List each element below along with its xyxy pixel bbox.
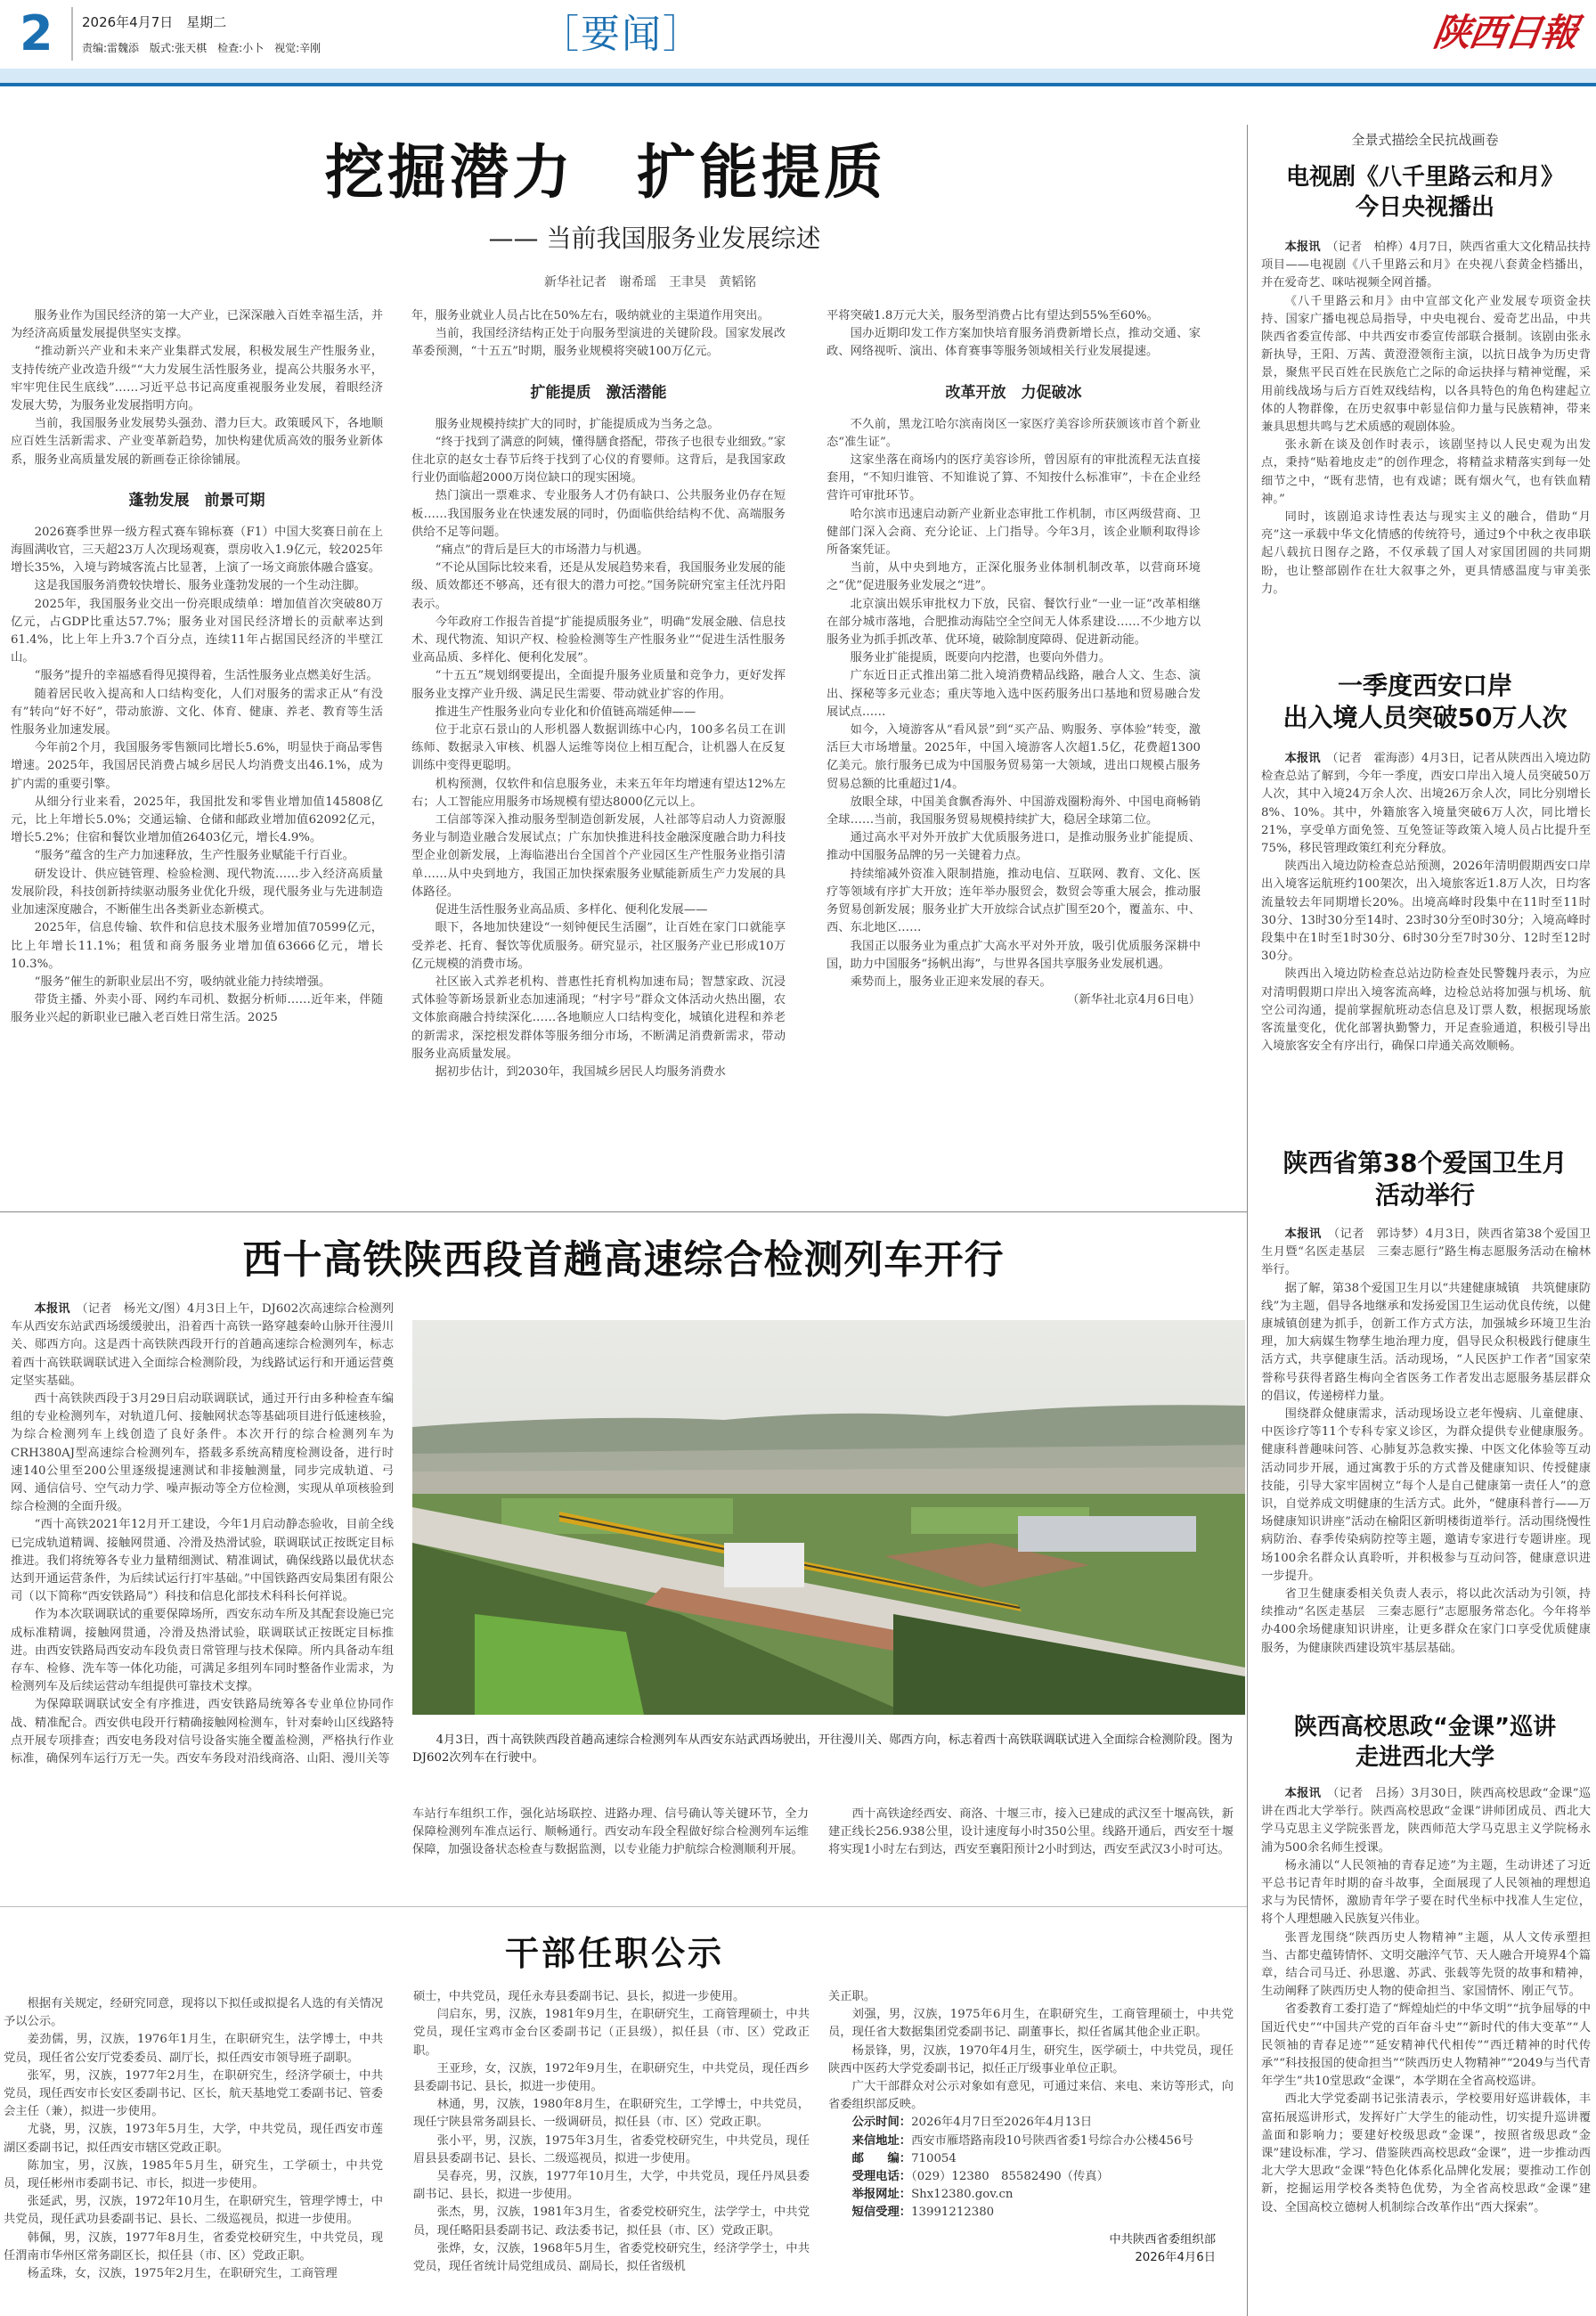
contact-line xyxy=(828,2150,1234,2168)
paragraph: 从细分行业来看，2025年，我国批发和零售业增加值145808亿元，比上年增长5.0%；交通运输、仓储和邮政业增加值62092亿元，增长5.2%；住宿和餐饮业增加值26403亿元，增长4.9%。 xyxy=(11,795,383,845)
paragraph: 刘强，男，汉族，1975年6月生，在职研究生，工商管理硕士，中共党员，现任省大数据集团党委副书记、副董事长，拟任省属其他企业正职。 xyxy=(828,2008,1234,2040)
paragraph: 当前，我国服务业发展势头强劲、潜力巨大。政策暖风下，各地顺应百姓生活新需求、产业变革新趋势，加快构建优质高效的服务业新体系，服务业高质量发展的新画卷正徐徐铺展。 xyxy=(11,417,383,467)
train-article-column-2 xyxy=(412,1806,809,1860)
reporter-credit: （记者 柏桦） xyxy=(1320,241,1410,254)
paragraph: 通过高水平对外开放扩大优质服务进口，是推动服务业扩能提质、推动中国服务品牌的另一关键着力点。 xyxy=(826,831,1201,863)
main-subhead: —— 当前我国服务业发展综述 xyxy=(488,224,821,253)
dateline-label: 本报讯 xyxy=(1284,752,1321,765)
sidebar-story-2 xyxy=(1261,750,1591,1056)
paragraph: 北京演出娱乐审批权力下放，民宿、餐饮行业“一业一证”改革相继在部分城市落地，合肥推动海陆空全空间无人体系建设……不少地方以服务业为抓手抓改革、优环境，破除制度障碍、促进新动能。 xyxy=(826,597,1201,648)
paragraph: 机构预测，仅软件和信息服务业，未来五年年均增速有望达12%左右；人工智能应用服务市场规模有望达8000亿元以上。 xyxy=(411,777,786,809)
section-rule xyxy=(0,1211,1247,1212)
paragraph: 平将突破1.8万元大关，服务型消费占比有望达到55%至60%。 xyxy=(826,309,1159,322)
headline-line: 今日央视播出 xyxy=(1355,194,1494,221)
contact-line xyxy=(828,2114,1234,2132)
paragraph: 西北大学党委副书记张清表示，学校要用好巡讲载体，丰富拓展巡讲形式，发挥好广大学生的能动性，切实提升巡讲覆盖面和影响力；要建好校级思政“金课”，按照省级思政“金课”建设标准，学习、借鉴陕西高校思政“金课”，进一步推动西北大学大思政“金课”特色化体系化品牌化发展；要推动工作创新，挖掘运用学校各类特色优势，为全省高校思政“金课”建设、全国高校立德树人机制综合改革作出“西大探索”。 xyxy=(1261,2092,1591,2214)
notice-column-1 xyxy=(4,1995,383,2283)
headline-line: 陕西省第38个爱国卫生月 xyxy=(1282,1148,1568,1178)
contact-value: （029）12380 85582490（传真） xyxy=(911,2170,1109,2184)
paragraph: “十五五”规划纲要提出，全面提升服务业质量和竞争力，更好发挥服务业支撑产业升级、满足民生需要、带动就业扩容的作用。 xyxy=(411,669,786,701)
lead-paragraph xyxy=(1261,750,1591,858)
photo-caption: 4月3日，西十高铁陕西段首趟高速综合检测列车从西安东站武西场驶出，开往漫川关、郧西方向，标志着西十高铁联调联试进入全面综合检测阶段。图为DJ602次列车在行驶中。 xyxy=(412,1733,1234,1765)
lead-text: 4月3日上午，DJ602次高速综合检测列车从西安东站武西场缓缓驶出，沿着西十高铁一路穿越秦岭山脉开往漫川关、郧西方向。这是西十高铁陕西段开行的首趟高速综合检测列车，标志着西十高铁联调联试进入全面综合检测阶段，为线路试运行和开通运营奠定坚实基础。 xyxy=(11,1302,394,1388)
contact-label: 公示时间： xyxy=(851,2116,912,2130)
main-headline: 挖掘潜力 扩能提质 xyxy=(325,138,886,207)
signoff-organization: 中共陕西省委组织部 xyxy=(1109,2232,1216,2247)
contact-label: 来信地址： xyxy=(851,2133,912,2148)
dateline-label: 本报讯 xyxy=(1284,241,1321,254)
section-tag: ［要闻］ xyxy=(540,12,704,57)
contact-value: 13991212380 xyxy=(911,2206,995,2220)
headline-line: 电视剧《八千里路云和月》 xyxy=(1285,164,1564,191)
headline-line: 陕西高校思政“金课”巡讲 xyxy=(1293,1714,1557,1741)
paragraph: 广大干部群众对公示对象如有意见，可通过来信、来电、来访等形式，向省委组织部反映。 xyxy=(828,2080,1234,2112)
sidebar-headline-4 xyxy=(1259,1712,1591,1773)
sidebar-story-4 xyxy=(1261,1785,1591,2217)
paragraph: 张烨，女，汉族，1968年5月生，省委党校研究生，经济学学士，中共党员，现任省统计局党组成员、副局长，拟任省级机 xyxy=(413,2241,810,2274)
sidebar-story-3 xyxy=(1261,1226,1591,1658)
dateline-label: 本报讯 xyxy=(34,1302,70,1316)
paragraph: “服务”蕴含的生产力加速释放，生产性服务业赋能千行百业。 xyxy=(34,849,354,863)
paragraph: 据初步估计，到2030年，我国城乡居民人均服务消费水 xyxy=(435,1064,726,1079)
paragraph: 同时，该剧追求诗性表达与现实主义的融合，借助“月亮”这一承载中华文化情感的传统符号，通过9个中秋之夜串联起八载抗日图存之路，不仅承载了国人对家国团圆的共同期盼，也让整部剧作在壮大叙事之外，更具情感温度与审美张力。 xyxy=(1261,510,1591,596)
paragraph: 服务业扩能提质，既要向内挖潜，也要向外借力。 xyxy=(850,651,1112,665)
paragraph: 杨孟珠，女，汉族，1975年2月生，在职研究生，工商管理 xyxy=(27,2267,338,2281)
paragraph: 眼下，各地加快建设“一刻钟便民生活圈”，让百姓在家门口就能享受养老、托育、餐饮等优质服务。研究显示，社区服务产业已形成10万亿元规模的消费市场。 xyxy=(411,921,786,971)
paragraph: 社区嵌入式养老机构、普惠性托育机构加速布局；智慧家政、沉浸式体验等新场景新业态加速涌现；“村字号”群众文体活动火热出圈，农文体旅商融合持续深化……各地顺应人口结构变化，城镇化进程和养老的新需求，深挖根发群体等服务细分市场，不断满足消费新需求，带动服务业高质量发展。 xyxy=(411,975,786,1061)
paragraph: 车站行车组织工作，强化站场联控、进路办理、信号确认等关键环节，全力保障检测列车准点运行、顺畅通行。西安动车段全程做好综合检测列车运维保障，加强设备状态检查与数据监测，以专业能力护航综合检测顺利开展。 xyxy=(412,1807,809,1857)
subheading: 改革开放 力促破冰 xyxy=(945,383,1082,402)
paragraph: 西十高铁陕西段于3月29日启动联调联试，通过开行由多种检查车编组的专业检测列车，对轨道几何、接触网状态等基础项目进行低速核验，为综合检测列车上线创造了良好条件。本次开行的综合检测列车为CRH380AJ型高速综合检测列车，搭载多系统高精度检测设备，进行时速140公里至200公里逐级提速测试和非接触测量，同步完成轨道、弓网、通信信号、空气动力学、噪声振动等全方位检测，实现从单项核验到综合检测的全面升级。 xyxy=(11,1392,394,1514)
paragraph: 不久前，黑龙江哈尔滨南岗区一家医疗美容诊所获颁该市首个新业态“准生证”。 xyxy=(826,417,1201,449)
contact-label: 短信受理： xyxy=(851,2206,912,2220)
paragraph: 杨景锋，男，汉族，1970年4月生，研究生，医学硕士，中共党员，现任陕西中医药大学党委副书记，拟任正厅级事业单位正职。 xyxy=(828,2043,1234,2075)
section-rule xyxy=(0,1906,1247,1907)
paragraph: 今年政府工作报告首提“扩能提质服务业”，明确“发展金融、信息技术、现代物流、知识产权、检验检测等生产性服务业”“促进生活性服务业高品质、多样化、便利化发展”。 xyxy=(411,615,786,665)
train-headline: 西十高铁陕西段首趟高速综合检测列车开行 xyxy=(242,1237,1005,1283)
paragraph: 推进生产性服务业向专业化和价值链高端延伸—— xyxy=(435,705,696,719)
paragraph: 乘势而上，服务业正迎来发展的春天。 xyxy=(850,975,1052,989)
lead-paragraph xyxy=(1261,239,1591,293)
signoff-date: 2026年4月6日 xyxy=(1135,2250,1216,2264)
paragraph: 尤骁，男，汉族，1973年5月生，大学，中共党员，现任西安市莲湖区委副书记，拟任西安市辖区党政正职。 xyxy=(4,2123,383,2155)
paragraph: 如今，入境游客从“看风景”到“买产品、购服务、享体验”转变，激活巨大市场增量。2025年，中国入境游客人次超1.5亿，花费超1300亿美元。旅行服务已成为中国服务贸易第一大领域，进出口规模占服务贸易总额的比重超过1/4。 xyxy=(826,723,1201,791)
paragraph: 带货主播、外卖小哥、网约车司机、数据分析师……近年来，伴随服务业兴起的新职业已融入老百姓日常生活。2025 xyxy=(11,993,383,1025)
paragraph: 关正职。 xyxy=(828,1990,876,2003)
contact-line xyxy=(828,2204,1234,2222)
dateline-credit: （新华社北京4月6日电） xyxy=(1067,993,1201,1007)
paragraph: 吴春亮，男，汉族，1977年10月生，大学，中共党员，现任丹凤县委副书记、县长，拟进一步使用。 xyxy=(413,2170,810,2202)
reporter-credit: （记者 郭诗梦） xyxy=(1321,1227,1426,1241)
lead-paragraph xyxy=(1261,1226,1591,1280)
sidebar-story-1 xyxy=(1261,239,1591,599)
paragraph: 姜劲儒，男，汉族，1976年1月生，在职研究生，法学博士，中共党员，现任省公安厅党委委员、副厅长，拟任西安市领导班子副职。 xyxy=(4,2033,383,2065)
paragraph: 研发设计、供应链管理、检验检测、现代物流……步入经济高质量发展阶段，科技创新持续驱动服务业优化升级，现代服务业与先进制造业加速深度融合，不断催生出各类新业态新模式。 xyxy=(11,867,383,917)
paragraph: 这家坐落在商场内的医疗美容诊所，曾因原有的审批流程无法直接套用，“不知归谁管、不知谁说了算、不知按什么标准审”，卡在企业经营许可审批环节。 xyxy=(826,453,1201,503)
lead-text: 4月3日，陕西省第38个爱国卫生月暨“名医走基层 三秦志愿行”路生梅志愿服务活动在榆林举行。 xyxy=(1261,1227,1591,1277)
paragraph: 西十高铁途经西安、商洛、十堰三市，接入已建成的武汉至十堰高铁，新建正线长256.938公里，设计速度每小时350公里。线路开通后，西安至十堰将实现1小时左右到达，西安至襄阳预计2小时到达，西安至武汉3小时可达。 xyxy=(828,1807,1234,1857)
paragraph: 《八千里路云和月》由中宣部文化产业发展专项资金扶持、国家广播电视总局指导，中央电视台、爱奇艺出品，中共陕西省委宣传部、中共西安市委宣传部联合摄制。该剧由张永新执导，王阳、万茜、黄澄澄领衔主演，以抗日战争为历史背景，聚焦平民百姓在民族危亡之际的命运抉择与精神觉醒，采用前线战场与后方百姓双线结构，以各具特色的角色构建起立体的人物群像，在历史叙事中彰显信仰力量与民族精神，带来兼具思想共鸣与艺术质感的观剧体验。 xyxy=(1261,294,1591,435)
paragraph: 服务业规模持续扩大的同时，扩能提质成为当务之急。 xyxy=(435,417,720,431)
paragraph: 持续缩减外资准入限制措施，推动电信、互联网、教育、文化、医疗等领域有序扩大开放；连年举办服贸会，数贸会等重大展会，推动服务贸易创新发展；服务业扩大开放综合试点扩围至20个，覆盖东、中、西、东北地区…… xyxy=(826,867,1201,935)
contact-label: 举报网址： xyxy=(851,2188,912,2202)
paragraph: 张军，男，汉族，1977年2月生，在职研究生，经济学硕士，中共党员，现任西安市长安区委副书记、区长，航天基地党工委副书记、管委会主任（兼），拟进一步使用。 xyxy=(4,2068,383,2119)
paragraph: 2025年，我国服务业交出一份亮眼成绩单：增加值首次突破80万亿元，占GDP比重达57.7%；服务业对国民经济增长的贡献率达到61.4%，比上年上升3.7个百分点，连续11年占据国民经济的半壁江山。 xyxy=(11,597,383,665)
paragraph: 陕西出入境边防检查总站边防检查处民警魏丹表示，为应对清明假期口岸出入境客流高峰，边检总站将加强与机场、航空公司沟通，提前掌握航班动态信息及订票人数，根据现场旅客流量变化，优化部署执勤警力，开足查验通道，积极引导出入境旅客安全有序出行，确保口岸通关高效顺畅。 xyxy=(1261,967,1591,1054)
paragraph: 位于北京石景山的人形机器人数据训练中心内，100多名员工在训练师、数据录入审核、机器人运维等岗位上相互配合，让机器人在反复训练中变得更聪明。 xyxy=(411,723,786,773)
paragraph: 省委教育工委打造了“辉煌灿烂的中华文明”“抗争屈辱的中国近代史”“中国共产党的百年奋斗史”“新时代的伟大变革”“人民领袖的青春足迹”“延安精神代代相传”“西迁精神的时代传承”“科技报国的使命担当”“陕西历史人物精神”“2049与当代青年学生”共10堂思政“金课”，本学期在全省高校巡讲。 xyxy=(1261,2002,1591,2089)
paragraph: 据了解，第38个爱国卫生月以“共建健康城镇 共筑健康防线”为主题，倡导各地继承和发扬爱国卫生运动优良传统，以健康城镇创建为抓手，创新工作方式方法，加强城乡环境卫生治理，加大病媒生物孳生地治理力度，倡导民众积极践行健康生活方式，共享健康生活。活动现场，“人民医护工作者”国家荣誉称号获得者路生梅向全省医务工作者发出志愿服务基层群众的倡议，传递榜样力量。 xyxy=(1261,1281,1591,1403)
issue-date: 2026年4月7日 星期二 xyxy=(82,14,227,30)
paragraph: 围绕群众健康需求，活动现场设立老年慢病、儿童健康、中医诊疗等11个专科专家义诊区，为群众提供专业健康服务。健康科普趣味问答、心肺复苏急救实操、中医文化体验等互动活动同步开展，通过寓教于乐的方式普及健康知识、传授健康技能，引导大家牢固树立“每个人是自己健康第一责任人”的意识，自觉养成文明健康的生活方式。此外，“健康科普行——万场健康知识讲座”活动在榆阳区新明楼街道举行。活动围绕慢性病防治、春季传染病防控等主题，邀请专家进行专题讲座。现场100余名群众认真聆听，并积极参与互动问答，健康意识进一步提升。 xyxy=(1261,1407,1591,1583)
masthead-band xyxy=(0,69,1596,83)
paragraph: 广东近日正式推出第二批入境消费精品线路，融合人文、生态、演出、探秘等多元业态；重庆等地入选中医药服务出口基地和贸易融合发展试点…… xyxy=(826,669,1201,719)
subheading: 扩能提质 激活潜能 xyxy=(530,383,667,402)
paragraph: 2025年，信息传输、软件和信息技术服务业增加值70599亿元，比上年增长11.1%；租赁和商务服务业增加值63666亿元，增长10.3%。 xyxy=(11,921,383,971)
column-rule xyxy=(1247,125,1248,2316)
dateline-label: 本报讯 xyxy=(1284,1787,1322,1800)
newspaper-logo: 陕西日報 xyxy=(1430,11,1580,54)
headline-line: 出入境人员突破50万人次 xyxy=(1282,703,1568,732)
reporter-credit: （记者 吕扬） xyxy=(1321,1787,1412,1800)
contact-label: 邮 编： xyxy=(851,2151,912,2165)
paragraph: “不论从国际比较来看，还是从发展趋势来看，我国服务业发展的能级、质效都还不够高，还有很大的潜力可挖。”国务院研究室主任沈丹阳表示。 xyxy=(411,561,786,611)
paragraph: 热门演出一票难求、专业服务人才仍有缺口、公共服务业仍存在短板……我国服务业在快速发展的同时，仍面临供给结构不优、高端服务供给不足等问题。 xyxy=(411,489,786,539)
subheading: 蓬勃发展 前景可期 xyxy=(128,491,265,510)
paragraph: 张永新在谈及创作时表示，该剧坚持以人民史观为出发点，秉持“贴着地皮走”的创作理念，将精益求精落实到每一处细节之中，“既有悲情，也有戏谑；既有烟火气，也有铁血精神。” xyxy=(1261,438,1591,506)
reporter-credit: （记者 霍海澎） xyxy=(1320,752,1421,765)
paragraph: 当前，从中央到地方，正深化服务业体制机制改革，以营商环境之“优”促进服务业发展之“进”。 xyxy=(826,561,1201,593)
paragraph: 2026赛季世界一级方程式赛车锦标赛（F1）中国大奖赛日前在上海圆满收官，三天超23万人次现场观赛，票房收入1.9亿元，较2025年增长35%，入境与跨城客流占比显著，上演了一场文商旅体融合盛宴。 xyxy=(11,525,383,575)
paragraph: “痛点”的背后是巨大的市场潜力与机遇。 xyxy=(435,543,649,558)
paragraph: 我国正以服务业为重点扩大高水平对外开放，吸引优质服务深耕中国，助力中国服务“扬帆出海”，与世界各国共享服务业发展机遇。 xyxy=(826,939,1201,971)
contact-label: 受理电话： xyxy=(851,2170,912,2184)
paragraph: 张延武，男，汉族，1972年10月生，在职研究生，管理学博士，中共党员，现任武功县委副书记、县长、二级巡视员，拟进一步使用。 xyxy=(4,2195,383,2227)
paragraph: “服务”催生的新职业层出不穷，吸纳就业能力持续增强。 xyxy=(34,975,331,989)
paragraph: 随着居民收入提高和人口结构变化，人们对服务的需求正从“有没有”转向“好不好”，带动旅游、文化、体育、健康、养老、教育等生活性服务业加速发展。 xyxy=(11,687,383,738)
lead-paragraph xyxy=(11,1301,394,1390)
paragraph: 杨永浦以“人民领袖的青春足迹”为主题，生动讲述了习近平总书记青年时期的奋斗故事，全面展现了人民领袖的理想追求与为民情怀，激励青年学子要在时代坐标中找准人生定位，将个人理想融入民族复兴伟业。 xyxy=(1261,1858,1591,1927)
train-photo xyxy=(412,1320,1245,1715)
paragraph: “服务”提升的幸福感看得见摸得着，生活性服务业点燃美好生活。 xyxy=(34,669,379,683)
notice-column-2 xyxy=(413,1988,810,2276)
paragraph: 韩佩，男，汉族，1977年8月生，省委党校研究生，中共党员，现任渭南市华州区常务副区长，拟任县（市、区）党政正职。 xyxy=(4,2230,383,2263)
masthead xyxy=(0,0,1596,89)
masthead-divider xyxy=(71,7,73,61)
paragraph: 哈尔滨市迅速启动新产业新业态审批工作机制，市区两级营商、卫健部门深入会商、充分论证、上门指导。今年3月，该企业顺利取得诊所备案凭证。 xyxy=(826,507,1201,558)
lead-text: 4月3日，记者从陕西出入境边防检查总站了解到，今年一季度，西安口岸出入境人员突破50万人次，其中入境24万余人次、出境26万余人次，同比分别增长8%、10%。其中，外籍旅客入境量突破6万人次，同比增长21%，享受单方面免签、互免签证等政策入境人员占比提升至75%，移民管理政策红利充分释放。 xyxy=(1261,752,1592,856)
sidebar-kicker: 全景式描绘全民抗战画卷 xyxy=(1351,132,1499,148)
train-article-column-1 xyxy=(11,1301,394,1768)
paragraph: 作为本次联调联试的重要保障场所，西安东动车所及其配套设施已完成标准精调，接触网贯通，冷滑及热滑试验，联调联试正按既定目标推进。由西安铁路局西安动车段负责日常管理与技术保障。所内具备动车组存车、检修、洗车等一体化功能，可满足多组列车同时整备作业需求，为检测列车及后续运营动车组提供可靠技术支撑。 xyxy=(11,1608,394,1694)
notice-headline: 干部任职公示 xyxy=(504,1933,724,1973)
lead-text: 3月30日，陕西高校思政“金课”巡讲在西北大学举行。陕西高校思政“金课”讲师团成员、西北大学马克思主义学院张晋龙，陕西师范大学马克思主义学院杨永浦为500余名师生授课。 xyxy=(1261,1787,1591,1855)
paragraph: 根据有关规定，经研究同意，现将以下拟任或拟提名人选的有关情况予以公示。 xyxy=(4,1997,383,2029)
contact-value: 西安市雁塔路南段10号陕西省委1号综合办公楼456号 xyxy=(911,2133,1193,2148)
contact-value: 2026年4月7日至2026年4月13日 xyxy=(911,2116,1093,2130)
contact-line xyxy=(828,2186,1234,2204)
paragraph: 为保障联调联试安全有序推进，西安铁路局统筹各专业单位协同作战、精准配合。西安供电段开行精确接触网检测车，针对秦岭山区线路特点开展专项排查；西安电务段对信号设备实施全覆盖检测，严格执行作业标准，确保列车运行万无一失。西安车务段对沿线商洛、山阳、漫川关等 xyxy=(11,1698,394,1766)
main-article-column-1 xyxy=(11,307,383,1028)
dateline-label: 本报讯 xyxy=(1284,1227,1322,1241)
paragraph: 张杰，男，汉族，1981年3月生，省委党校研究生，法学学士，中共党员，现任略阳县委副书记、政法委书记，拟任县（市、区）党政正职。 xyxy=(413,2206,810,2238)
train-photo-illustration xyxy=(412,1320,1245,1715)
reporter-credit: （记者 杨光文/图） xyxy=(69,1302,188,1316)
paragraph: 张小平，男，汉族，1975年3月生，省委党校研究生，中共党员，现任眉县县委副书记、县长、二级巡视员，拟进一步使用。 xyxy=(413,2133,810,2165)
paragraph: 省卫生健康委相关负责人表示，将以此次活动为引领，持续推动“名医走基层 三秦志愿行”志愿服务常态化。今年将举办400余场健康知识讲座，让更多群众在家门口享受优质健康服务，为健康陕西建设筑牢基层基础。 xyxy=(1261,1587,1591,1655)
masthead-rule xyxy=(0,83,1596,86)
paragraph: 这是我国服务消费较快增长、服务业蓬勃发展的一个生动注脚。 xyxy=(34,579,366,593)
paragraph: 今年前2个月，我国服务零售额同比增长5.6%，明显快于商品零售增速。2025年，我国居民消费占城乡居民人均消费支出46.1%，成为扩内需的重要引擎。 xyxy=(11,741,383,791)
paragraph: 闫启东，男，汉族，1981年9月生，在职研究生，工商管理硕士，中共党员，现任宝鸡市金台区委副书记（正县级），拟任县（市、区）党政正职。 xyxy=(413,2008,810,2058)
lead-text: 4月7日，陕西省重大文化精品扶持项目——电视剧《八千里路云和月》在央视八套黄金档播出，并在爱奇艺、咪咕视频全网首播。 xyxy=(1261,241,1592,290)
main-byline: 新华社记者 谢希瑶 王聿昊 黄韬铭 xyxy=(544,275,756,290)
sidebar-headline-1 xyxy=(1259,162,1591,223)
lead-paragraph xyxy=(1261,1785,1591,1857)
notice-column-3 xyxy=(828,1988,1234,2267)
contact-line xyxy=(828,2133,1234,2150)
paragraph: 王亚珍，女，汉族，1972年9月生，在职研究生，中共党员，现任西乡县委副书记、县长，拟进一步使用。 xyxy=(413,2061,810,2094)
paragraph: 硕士，中共党员，现任永寿县委副书记、县长，拟进一步使用。 xyxy=(413,1990,745,2003)
paragraph: 张晋龙围绕“陕西历史人物精神”主题，从人文传承塑担当、古都史蕴铸情怀、文明交融淬气节、天人融合开境界4个篇章，结合司马迁、孙思邈、苏武、张载等先贤的故事和精神，生动阐释了陕西历史人物的使命担当、家国情怀、刚正气节。 xyxy=(1261,1930,1591,1999)
contact-value: Shx12380.gov.cn xyxy=(911,2188,1014,2202)
train-article-column-3 xyxy=(828,1806,1234,1860)
headline-line: 一季度西安口岸 xyxy=(1337,671,1512,700)
paragraph: 陕西出入境边防检查总站预测，2026年清明假期西安口岸出入境客运航班约100架次，出入境旅客近1.8万人次，日均客流量较去年同期增长20%。出境高峰时段集中在11时至11时30分、13时30分至14时、23时30分至0时30分；入境高峰时段集中在1时至1时30分、6时30分至7时30分、12时至12时30分。 xyxy=(1261,860,1591,964)
masthead-info xyxy=(82,12,321,55)
main-article-column-3 xyxy=(826,307,1201,1009)
paragraph: “推动新兴产业和未来产业集群式发展，积极发展生产性服务业，支持传统产业改造升级”“大力发展生活性服务业，提高公共服务水平，牢牢兜住民生底线”……习近平总书记高度重视服务业发展，着眼经济发展大势，为服务业发展指明方向。 xyxy=(11,345,383,413)
contact-line xyxy=(828,2168,1234,2186)
editor-credits: 责编:雷魏添 版式:张天棋 检查:小卜 视觉:辛刚 xyxy=(82,42,322,54)
paragraph: 当前，我国经济结构正处于向服务型演进的关键阶段。国家发展改革委预测，“十五五”时期，服务业规模将突破100万亿元。 xyxy=(411,327,786,359)
contact-value: 710054 xyxy=(911,2151,957,2165)
headline-line: 活动举行 xyxy=(1374,1180,1475,1210)
paragraph: 放眼全球，中国美食飘香海外、中国游戏圈粉海外、中国电商畅销全球……当前，我国服务贸易规模持续扩大，稳居全球第二位。 xyxy=(826,795,1201,828)
paragraph: 年，服务业就业人员占比在50%左右，吸纳就业的主渠道作用突出。 xyxy=(411,309,770,322)
main-article-column-2 xyxy=(411,307,786,1081)
headline-line: 走进西北大学 xyxy=(1355,1744,1494,1771)
paragraph: 陈加宝，男，汉族，1985年5月生，研究生，工学硕士，中共党员，现任彬州市委副书记、市长，拟进一步使用。 xyxy=(4,2158,383,2191)
sidebar-headline-3 xyxy=(1259,1147,1591,1211)
paragraph: 国办近期印发工作方案加快培育服务消费新增长点，推动交通、家政、网络视听、演出、体育赛事等服务领域相关行业发展提速。 xyxy=(826,327,1201,359)
paragraph: 工信部等深入推动服务型制造创新发展，人社部等启动人力资源服务业与制造业融合发展试点；广东加快推进科技金融深度融合助力科技型企业创新发展，上海临港出台全国首个产业园区生产性服务业指引清单……从中央到地方，我国正加快探索服务业赋能新质生产力发展的具体路径。 xyxy=(411,813,786,899)
paragraph: 林通，男，汉族，1980年8月生，在职研究生，工学博士，中共党员，现任宁陕县常务副县长、一级调研员，拟任县（市、区）党政正职。 xyxy=(413,2098,810,2130)
paragraph: “西十高铁2021年12月开工建设，今年1月启动静态验收，目前全线已完成轨道精调、接触网贯通、冷滑及热滑试验，联调联试正按既定目标推进。我们将统筹各专业力量精细测试、精准调试，确保线路以最优状态达到开通运营条件，为后续试运行打牢基础。”中国铁路西安局集团有限公司（以下简称“西安铁路局”）科技和信息化部技术科科长何祥说。 xyxy=(11,1518,394,1604)
page-number: 2 xyxy=(20,5,53,61)
paragraph: 促进生活性服务业高品质、多样化、便利化发展—— xyxy=(435,903,708,917)
sidebar-headline-2 xyxy=(1259,670,1591,734)
paragraph: 服务业作为国民经济的第一大产业，已深深融入百姓幸福生活，并为经济高质量发展提供坚实支撑。 xyxy=(11,309,383,341)
paragraph: “终于找到了满意的阿姨，懂得膳食搭配，带孩子也很专业细致。”家住北京的赵女士春节后终于找到了心仪的育婴师。这背后，是我国家政行业仍面临超2000万岗位缺口的现实困境。 xyxy=(411,435,786,485)
